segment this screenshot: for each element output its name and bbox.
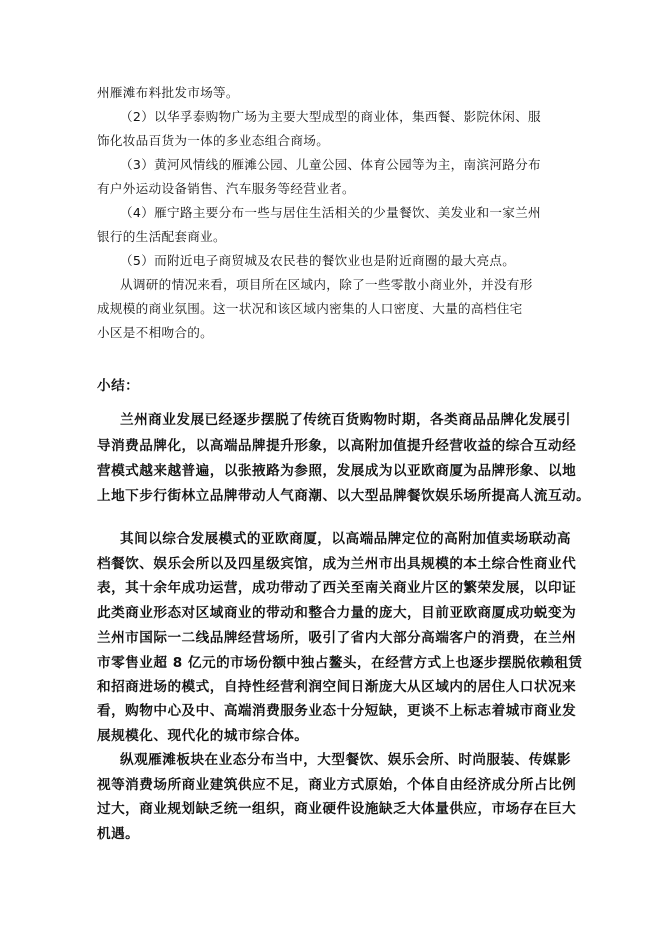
- text-line: 州雁滩布料批发市场等。: [97, 85, 239, 100]
- summary-para3-line: 过大，商业规划缺乏统一组织，商业硬件设施缺乏大体量供应，市场存在巨大: [97, 801, 577, 817]
- summary-heading: 小结：: [97, 378, 140, 394]
- summary-para2-line: 档餐饮、娱乐会所以及四星级宾馆，成为兰州市出具规模的本土综合性商业代: [97, 556, 577, 572]
- summary-para2-line: 和招商进场的模式，自持性经营利润空间日渐庞大从区域内的居住人口状况来: [97, 679, 577, 695]
- summary-para1-line: 营模式越来越普遍，以张掖路为参照，发展成为以亚欧商厦为品牌形象、以地: [97, 463, 577, 479]
- summary-para2-line: 此类商业形态对区域商业的带动和整合力量的庞大，目前亚欧商厦成功蜕变为: [97, 605, 577, 621]
- text-line: 有户外运动设备销售、汽车服务等经营业者。: [97, 181, 355, 196]
- list-item-3: （3）黄河风情线的雁滩公园、儿童公园、体育公园等为主，南滨河路分布: [120, 157, 541, 172]
- summary-para2-line: 看，购物中心及中、高端消费服务业态十分短缺，更谈不上标志着城市商业发: [97, 703, 577, 719]
- list-item-5: （5）而附近电子商贸城及农民巷的餐饮业也是附近商圈的最大亮点。: [120, 253, 516, 268]
- list-item-2: （2）以华孚泰购物广场为主要大型成型的商业体，集西餐、影院休闲、服: [120, 109, 541, 124]
- summary-para2-line: 市零售业超 8 亿元的市场份额中独占鳌头，在经营方式上也逐步摆脱依赖租赁: [97, 655, 583, 671]
- summary-para2-line: 表，其十余年成功运营，成功带动了西关至南关商业片区的繁荣发展，以印证: [97, 580, 577, 596]
- summary-para1-line: 兰州商业发展已经逐步摆脱了传统百货购物时期，各类商品品牌化发展引: [120, 412, 571, 428]
- summary-para1-line: 导消费品牌化，以高端品牌提升形象，以高附加值提升经营收益的综合互动经: [97, 438, 577, 454]
- paragraph-line: 成规模的商业氛围。这一状况和该区域内密集的人口密度、大量的高档住宅: [97, 301, 523, 316]
- summary-para3-line: 视等消费场所商业建筑供应不足，商业方式原始，个体自由经济成分所占比例: [97, 777, 577, 793]
- summary-para1-line: 上地下步行街林立品牌带动人气商潮、以大型品牌餐饮娱乐场所提高人流互动。: [97, 488, 591, 504]
- summary-para3-line: 机遇。: [97, 826, 140, 842]
- summary-para3-line: 纵观雁滩板块在业态分布当中，大型餐饮、娱乐会所、时尚服装、传媒影: [120, 752, 571, 768]
- text-line: 饰化妆品百货为一体的多业态组合商场。: [97, 133, 330, 148]
- list-item-4: （4）雁宁路主要分布一些与居住生活相关的少量餐饮、美发业和一家兰州: [120, 205, 541, 220]
- paragraph-line: 从调研的情况来看，项目所在区域内，除了一些零散小商业外，并没有形: [120, 277, 533, 292]
- summary-para2-line: 其间以综合发展模式的亚欧商厦，以高端品牌定位的高附加值卖场联动高: [120, 531, 571, 547]
- paragraph-line: 小区是不相吻合的。: [97, 325, 214, 340]
- summary-para2-line: 展规模化、现代化的城市综合体。: [97, 728, 309, 744]
- summary-para2-line: 兰州市国际一二线品牌经营场所，吸引了省内大部分高端客户的消费，在兰州: [97, 630, 577, 646]
- text-line: 银行的生活配套商业。: [97, 229, 226, 244]
